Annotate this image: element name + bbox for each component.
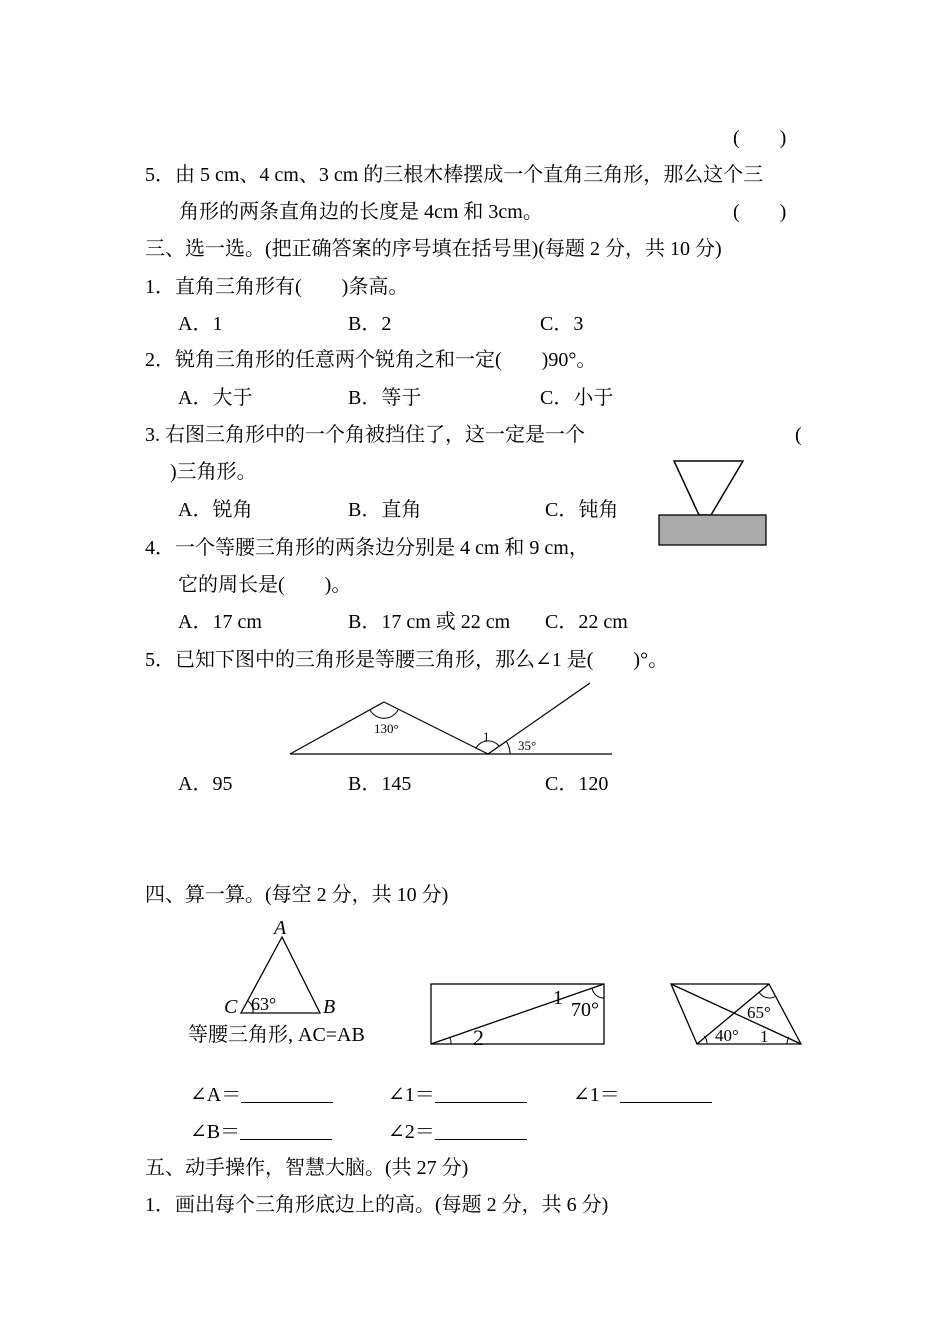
answer-label: ∠B＝ xyxy=(190,1121,241,1143)
option-c[interactable]: C．小于 xyxy=(540,387,614,409)
option-a[interactable]: A．锐角 xyxy=(178,499,253,521)
answer-label: ∠2＝ xyxy=(388,1121,435,1143)
vertex-a-label: A xyxy=(274,917,287,939)
question-2-stem: 2．锐角三角形的任意两个锐角之和一定( )90°。 xyxy=(145,349,597,371)
option-c[interactable]: C．120 xyxy=(545,773,609,795)
angle-65-label: 65° xyxy=(747,1003,771,1022)
angle-35-label: 35° xyxy=(518,738,537,753)
vertex-c-label: C xyxy=(224,996,238,1018)
option-c[interactable]: C．22 cm xyxy=(545,611,628,633)
question-1-stem: 1．直角三角形有( )条高。 xyxy=(145,276,409,298)
angle-2-label: 2 xyxy=(473,1025,484,1050)
option-b[interactable]: B．直角 xyxy=(348,499,422,521)
isosceles-angle-figure xyxy=(280,675,620,765)
option-b[interactable]: B．145 xyxy=(348,773,412,795)
question-5-stem: 5．已知下图中的三角形是等腰三角形，那么∠1 是( )°。 xyxy=(145,649,669,671)
option-a[interactable]: A．大于 xyxy=(178,387,253,409)
vertex-b-label: B xyxy=(323,996,336,1018)
tf-question-5-line2: 角形的两条直角边的长度是 4cm 和 3cm。 xyxy=(179,201,543,223)
figure-caption: 等腰三角形, AC=AB xyxy=(188,1024,365,1046)
parallelogram-figure xyxy=(665,978,810,1050)
isosceles-triangle-figure xyxy=(220,915,340,1025)
question-3-paren[interactable]: ( xyxy=(795,424,802,446)
answer-angle-b xyxy=(190,1121,332,1142)
option-c[interactable]: C．钝角 xyxy=(545,499,619,521)
question-1-stem: 1．画出每个三角形底边上的高。(每题 2 分，共 6 分) xyxy=(145,1194,609,1216)
answer-angle-1 xyxy=(388,1084,527,1105)
answer-blank[interactable] xyxy=(435,1084,527,1103)
answer-blank[interactable] xyxy=(620,1084,712,1103)
apex-angle-label: 130° xyxy=(374,721,399,736)
answer-label: ∠1＝ xyxy=(573,1084,620,1106)
section-heading: 五、动手操作，智慧大脑。(共 27 分) xyxy=(145,1157,469,1179)
tf-question-5-line1: 5．由 5 cm、4 cm、3 cm 的三根木棒摆成一个直角三角形，那么这个三 xyxy=(145,164,764,186)
question-4-stem2: 它的周长是( )。 xyxy=(178,574,352,596)
option-b[interactable]: B．等于 xyxy=(348,387,422,409)
answer-paren[interactable]: ( ) xyxy=(733,201,787,223)
question-4-stem: 4．一个等腰三角形的两条边分别是 4 cm 和 9 cm， xyxy=(145,537,589,559)
answer-label: ∠1＝ xyxy=(388,1084,435,1106)
option-b[interactable]: B．17 cm 或 22 cm xyxy=(348,611,511,633)
angle-70-label: 70° xyxy=(571,999,599,1021)
question-3-stem2: )三角形。 xyxy=(170,461,257,483)
answer-blank[interactable] xyxy=(435,1121,527,1140)
angle-1-label: 1 xyxy=(483,729,490,744)
option-a[interactable]: A．17 cm xyxy=(178,611,262,633)
answer-paren[interactable]: ( ) xyxy=(733,127,787,149)
angle-63-label: 63° xyxy=(251,994,277,1014)
answer-label: ∠A＝ xyxy=(190,1084,242,1106)
hidden-angle-triangle-figure xyxy=(655,455,775,550)
section-heading: 四、算一算。(每空 2 分，共 10 分) xyxy=(145,884,449,906)
answer-angle-a xyxy=(190,1084,333,1105)
option-c[interactable]: C．3 xyxy=(540,313,584,335)
answer-angle-1-fig3 xyxy=(573,1084,712,1105)
section-heading: 三、选一选。(把正确答案的序号填在括号里)(每题 2 分，共 10 分) xyxy=(145,238,722,260)
answer-blank[interactable] xyxy=(240,1121,332,1140)
question-3-stem: 3. 右图三角形中的一个角被挡住了，这一定是一个 xyxy=(145,424,585,446)
angle-1-label: 1 xyxy=(553,987,563,1009)
angle-40-label: 40° xyxy=(715,1026,739,1045)
answer-blank[interactable] xyxy=(241,1084,333,1103)
angle-1-label: 1 xyxy=(760,1027,769,1046)
option-a[interactable]: A．1 xyxy=(178,313,223,335)
option-a[interactable]: A．95 xyxy=(178,773,233,795)
answer-angle-2 xyxy=(388,1121,527,1142)
rectangle-diagonal-figure xyxy=(425,978,615,1050)
option-b[interactable]: B．2 xyxy=(348,313,392,335)
